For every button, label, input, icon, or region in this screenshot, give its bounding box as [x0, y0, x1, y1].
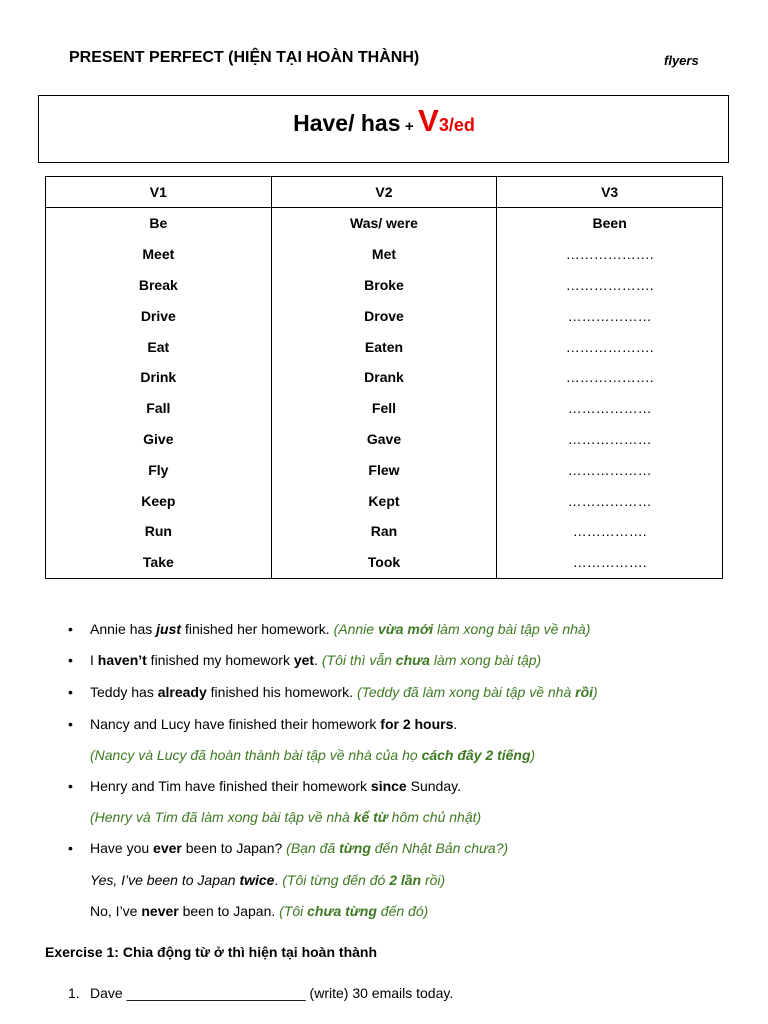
sentence-text: Teddy has	[90, 684, 158, 700]
table-cell: Broke	[271, 270, 497, 301]
level-label: flyers	[664, 53, 699, 68]
table-row	[46, 454, 723, 485]
table-header: V1	[46, 177, 272, 208]
question-text: Dave _______________________ (write) 30 emails today.	[90, 985, 454, 1001]
blank-cell: ……………….	[497, 362, 723, 393]
keyword: already	[157, 684, 207, 700]
sentence-text: Have you	[90, 840, 154, 856]
table-cell: Drank	[271, 362, 497, 393]
table-cell: Break	[46, 270, 272, 301]
answer-line	[90, 872, 445, 888]
keyword: since	[370, 778, 407, 794]
table-cell: Fall	[46, 393, 272, 424]
document-title: PRESENT PERFECT (HIỆN TẠI HOÀN THÀNH)	[69, 49, 420, 66]
blank-cell: ……………….	[497, 270, 723, 301]
sentence-text: No, I’ve	[90, 903, 142, 919]
translation: (Tôi chưa từng đến đó)	[279, 903, 429, 919]
table-row	[46, 393, 723, 424]
keyword: haven’t	[97, 652, 147, 668]
question-number: 1.	[68, 985, 80, 1001]
answer-line	[90, 903, 428, 919]
table-cell: Drove	[271, 300, 497, 331]
formula-main: Have/ has	[293, 110, 401, 136]
table-cell: Kept	[271, 485, 497, 516]
list-item	[68, 778, 461, 794]
formula-sub: 3/ed	[438, 115, 475, 135]
sentence-text: I	[90, 652, 98, 668]
table-cell: Eat	[46, 331, 272, 362]
sentence-text: Nancy and Lucy have finished their homework	[90, 716, 381, 732]
table-cell: Gave	[271, 424, 497, 455]
formula	[0, 103, 768, 143]
sentence-text: been to Japan?	[181, 840, 287, 856]
bullet-icon: •	[68, 652, 73, 668]
translation-line	[90, 747, 535, 763]
blank-cell: ………………	[497, 393, 723, 424]
bullet-icon: •	[68, 840, 73, 856]
blank-cell: ………………	[497, 300, 723, 331]
blank-cell: …………….	[497, 547, 723, 578]
table-cell: Run	[46, 516, 272, 547]
table-row	[46, 239, 723, 270]
sentence-text: Annie has	[90, 621, 157, 637]
table-cell: Been	[497, 208, 723, 239]
table-row	[46, 516, 723, 547]
translation: (Tôi từng đến đó 2 lần rồi)	[282, 872, 446, 888]
sentence-text: .	[453, 716, 458, 732]
translation: (Teddy đã làm xong bài tập về nhà rồi)	[356, 684, 598, 700]
table-cell: Give	[46, 424, 272, 455]
table-row	[46, 547, 723, 578]
bullet-icon: •	[68, 621, 73, 637]
table-header: V3	[497, 177, 723, 208]
table-cell: Eaten	[271, 331, 497, 362]
keyword: for 2 hours	[380, 716, 454, 732]
keyword: yet	[293, 652, 315, 668]
blank-cell: ………………	[497, 424, 723, 455]
list-item	[68, 840, 509, 856]
keyword: never	[141, 903, 179, 919]
bullet-icon: •	[68, 684, 73, 700]
sentence-text: .	[274, 872, 283, 888]
table-cell: Flew	[271, 454, 497, 485]
list-item	[68, 716, 458, 732]
sentence-text: been to Japan.	[178, 903, 280, 919]
table-row	[46, 270, 723, 301]
sentence-text: Yes, I’ve been to Japan	[90, 872, 240, 888]
formula-v: V	[418, 103, 439, 138]
table-header: V2	[271, 177, 497, 208]
sentence-text: Henry and Tim have finished their homework	[90, 778, 371, 794]
table-cell: Was/ were	[271, 208, 497, 239]
table-cell: Fly	[46, 454, 272, 485]
table-cell: Be	[46, 208, 272, 239]
table-cell: Drink	[46, 362, 272, 393]
blank-cell: ………………	[497, 485, 723, 516]
table-cell: Took	[271, 547, 497, 578]
keyword: twice	[239, 872, 275, 888]
table-row	[46, 485, 723, 516]
sentence-text: .	[314, 652, 322, 668]
table-row	[46, 208, 723, 239]
bullet-icon: •	[68, 716, 73, 732]
translation: (Bạn đã từng đến Nhật Bản chưa?)	[286, 840, 509, 856]
exercise-heading: Exercise 1: Chia động từ ở thì hiện tại hoàn thành	[45, 944, 378, 960]
table-row	[46, 362, 723, 393]
sentence-text: finished my homework	[146, 652, 294, 668]
translation-line	[90, 809, 481, 825]
formula-plus: +	[404, 118, 414, 135]
table-cell: Keep	[46, 485, 272, 516]
table-row	[46, 424, 723, 455]
translation: (Tôi thì vẫn chưa làm xong bài tập)	[321, 652, 542, 668]
translation: (Nancy và Lucy đã hoàn thành bài tập về nhà của họ cách đây 2 tiếng)	[90, 747, 536, 763]
table-cell: Fell	[271, 393, 497, 424]
list-item	[68, 652, 542, 668]
blank-cell: ………………	[497, 454, 723, 485]
sentence-text: Sunday.	[406, 778, 461, 794]
table-cell: Take	[46, 547, 272, 578]
keyword: just	[156, 621, 182, 637]
translation: (Annie vừa mới làm xong bài tập về nhà)	[333, 621, 591, 637]
blank-cell: ……………….	[497, 331, 723, 362]
table-cell: Drive	[46, 300, 272, 331]
verb-table	[45, 176, 723, 579]
table-cell: Met	[271, 239, 497, 270]
exercise-question	[68, 985, 453, 1001]
blank-cell: …………….	[497, 516, 723, 547]
translation: (Henry và Tim đã làm xong bài tập về nhà kể từ hôm chủ nhật)	[90, 809, 482, 825]
table-header-row	[46, 177, 723, 208]
keyword: ever	[153, 840, 182, 856]
table-cell: Meet	[46, 239, 272, 270]
sentence-text: finished his homework.	[206, 684, 357, 700]
list-item	[68, 684, 598, 700]
table-row	[46, 300, 723, 331]
table-cell: Ran	[271, 516, 497, 547]
sentence-text: finished her homework.	[181, 621, 334, 637]
bullet-icon: •	[68, 778, 73, 794]
blank-cell: ……………….	[497, 239, 723, 270]
list-item	[68, 621, 591, 637]
table-row	[46, 331, 723, 362]
